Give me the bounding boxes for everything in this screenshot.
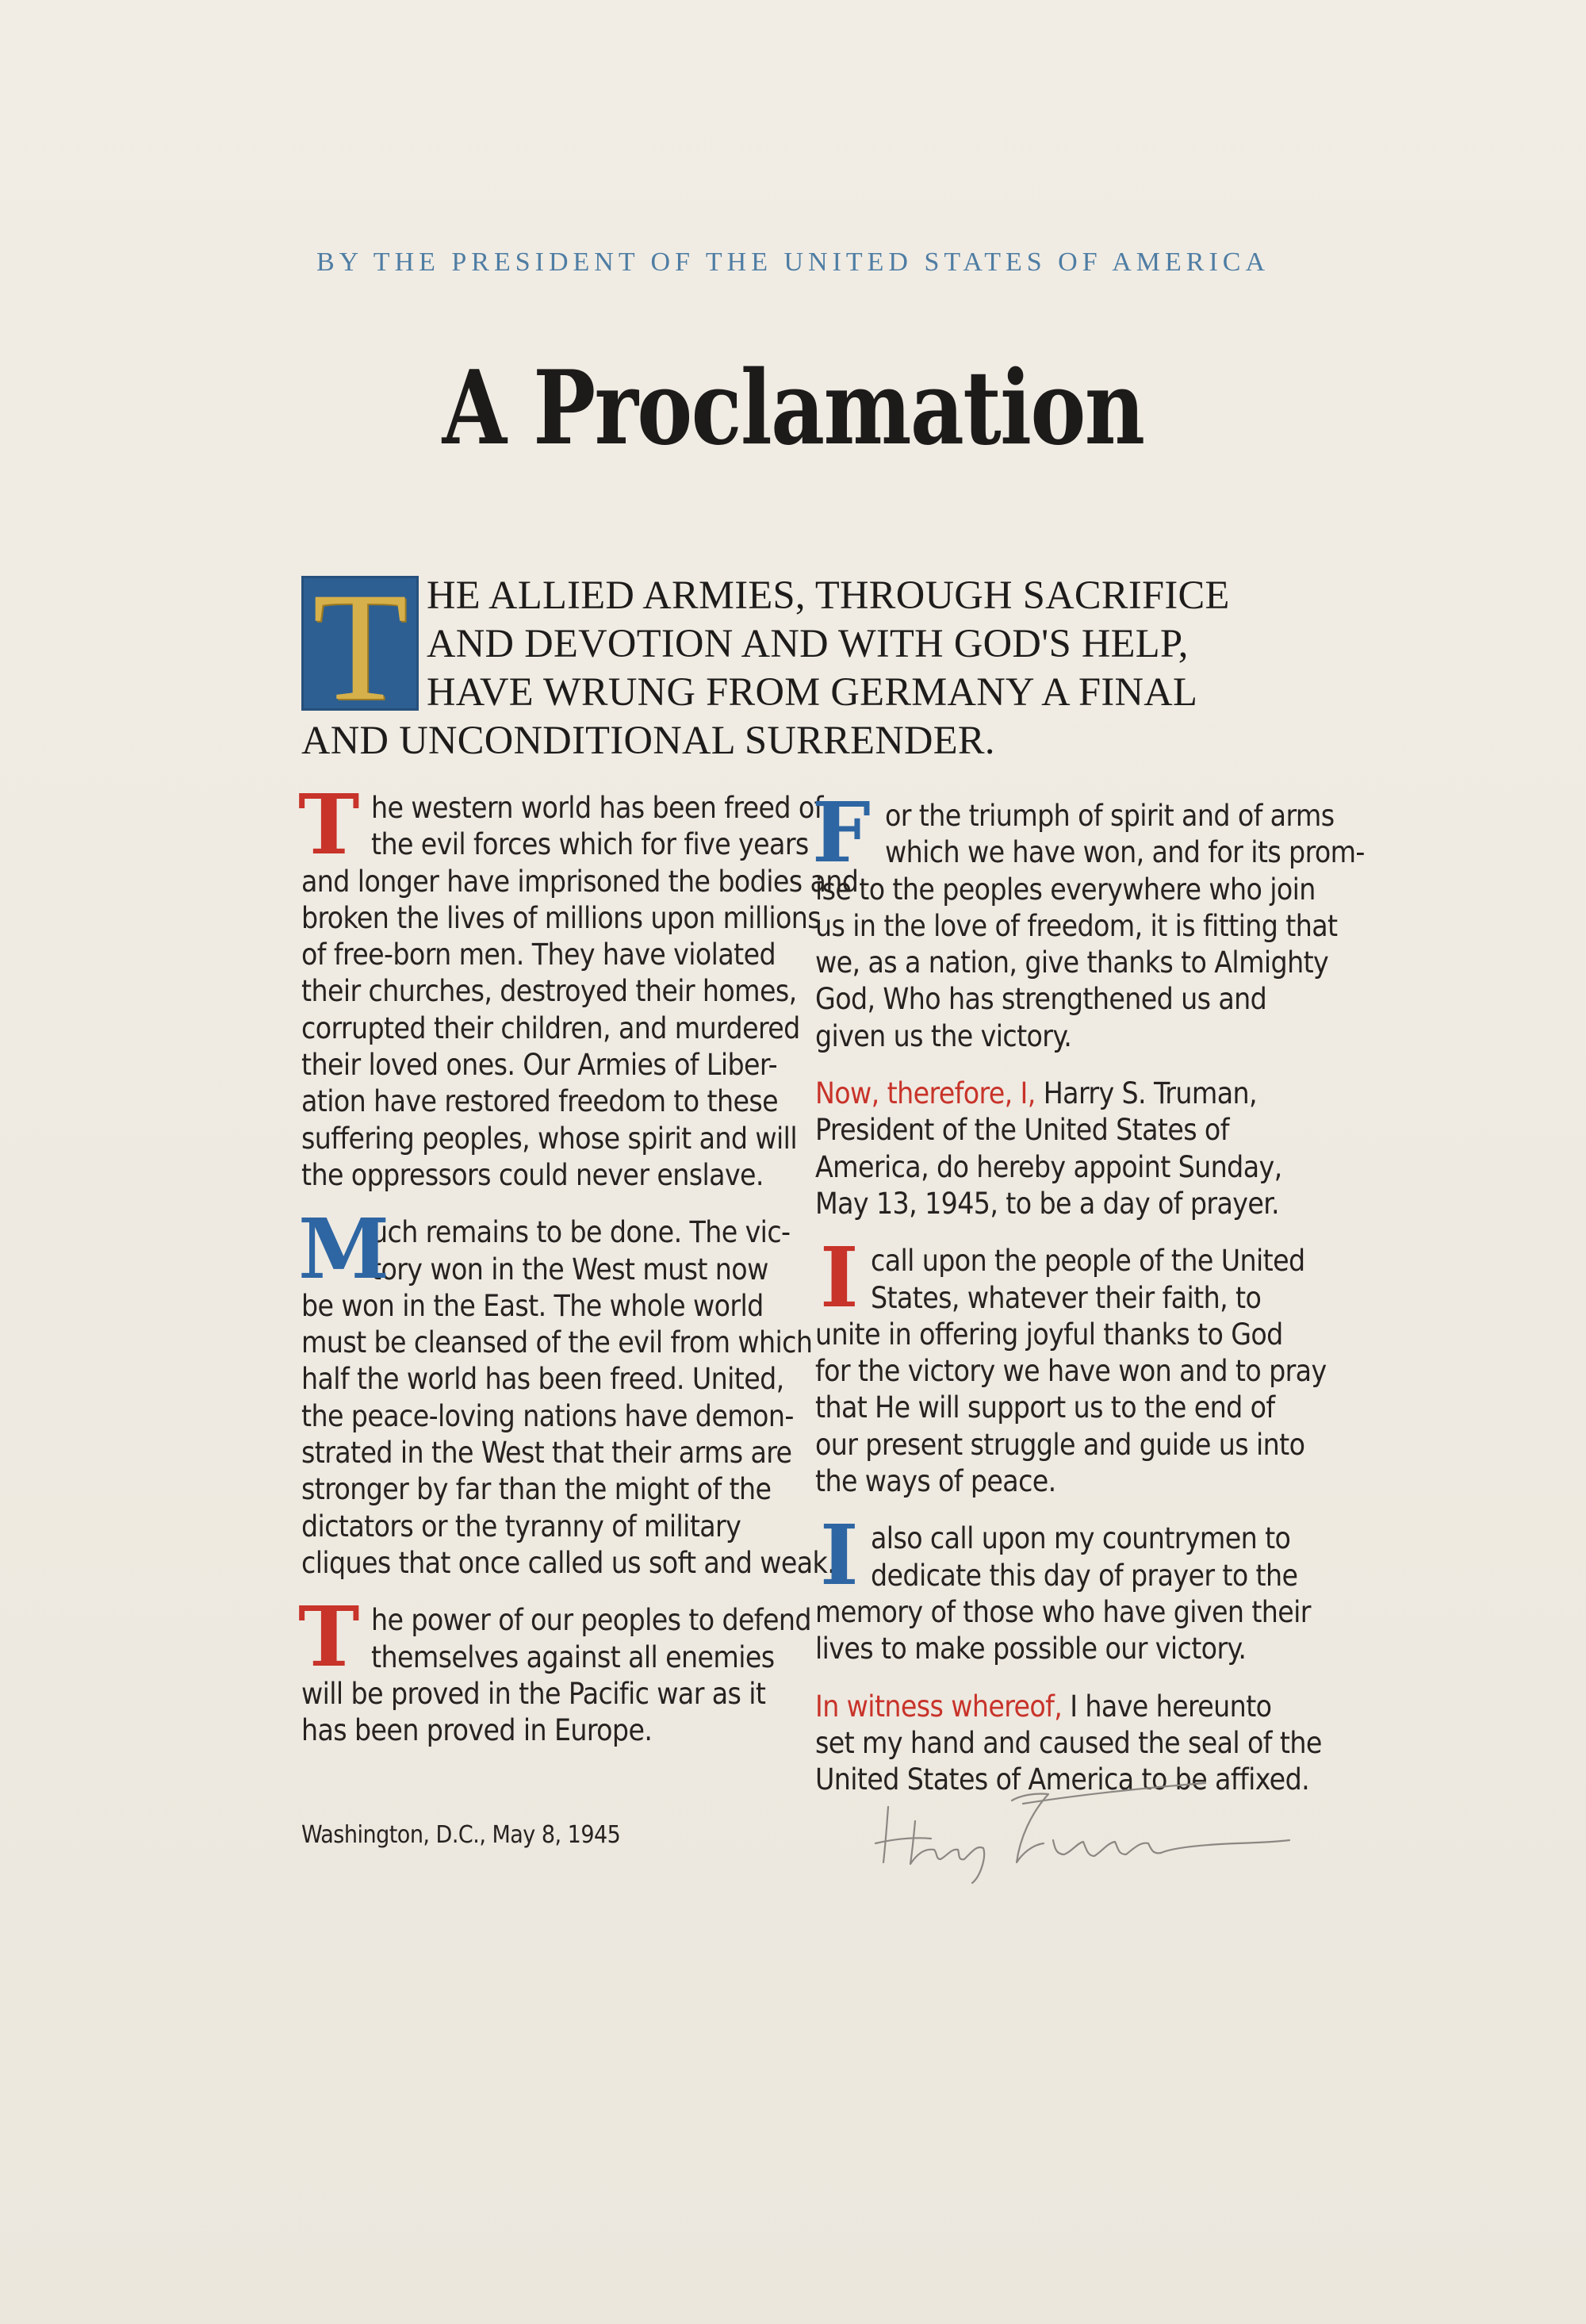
text-line: corrupted their children, and murdered: [301, 1011, 800, 1045]
text-line: which we have won, and for its prom-: [885, 835, 1365, 870]
text-line: call upon the people of the United: [871, 1244, 1305, 1279]
paragraph-i-also-call: [815, 1506, 1311, 1667]
text-line: God, Who has strengthened us and: [815, 982, 1267, 1017]
text-line: President of the United States of: [815, 1113, 1229, 1148]
red-lead-in: In witness whereof,: [815, 1689, 1063, 1724]
text-run: I have hereunto: [1062, 1689, 1272, 1724]
left-column: [298, 776, 859, 1749]
text-line: the ways of peace.: [815, 1464, 1056, 1499]
text-line: uch remains to be done. The vic-: [371, 1215, 791, 1250]
text-line: half the world has been freed. United,: [301, 1362, 784, 1397]
text-run: Harry S. Truman,: [1035, 1076, 1257, 1111]
text-line: themselves against all enemies: [371, 1639, 775, 1674]
text-line: the peace-loving nations have demon-: [301, 1398, 794, 1433]
text-line: suffering peoples, whose spirit and will: [301, 1121, 797, 1156]
text-line: ise to the peoples everywhere who join: [815, 872, 1316, 907]
text-line: dedicate this day of prayer to the: [871, 1558, 1298, 1593]
text-line: of free-born men. They have violated: [301, 938, 776, 972]
paragraph-now-therefore: [815, 1076, 1286, 1222]
paragraph-much-remains: [298, 1200, 836, 1582]
byline: BY THE PRESIDENT OF THE UNITED STATES OF AMERICA: [316, 247, 1270, 277]
drop-cap: T: [298, 1588, 359, 1686]
drop-cap: I: [820, 1229, 859, 1327]
dateline: Washington, D.C., May 8, 1945: [301, 1821, 621, 1849]
text-line: cliques that once called us soft and weak.: [301, 1545, 836, 1580]
signature-image: [864, 1766, 1293, 1885]
text-line: [815, 1689, 1286, 1725]
text-line: dictators or the tyranny of military: [301, 1509, 741, 1544]
text-line: their churches, destroyed their homes,: [301, 974, 797, 1009]
drop-cap: I: [820, 1506, 859, 1605]
text-line: States, whatever their faith, to: [871, 1280, 1262, 1315]
text-line: or the triumph of spirit and of arms: [885, 799, 1335, 833]
text-line: tory won in the West must now: [371, 1252, 768, 1287]
drop-cap: M: [298, 1200, 389, 1298]
text-line: he western world has been freed of: [371, 791, 823, 825]
text-line: that He will support us to the end of: [815, 1390, 1275, 1425]
text-line: the oppressors could never enslave.: [301, 1157, 764, 1192]
page-title: A Proclamation: [442, 349, 1144, 468]
text-line: unite in offering joyful thanks to God: [815, 1317, 1283, 1352]
text-line: May 13, 1945, to be a day of prayer.: [815, 1186, 1279, 1221]
text-line: lives to make possible our victory.: [815, 1632, 1247, 1666]
lead-line: AND UNCONDITIONAL SURRENDER.: [301, 718, 995, 762]
red-lead-in: Now, therefore, I,: [815, 1076, 1036, 1111]
text-line: and longer have imprisoned the bodies and: [301, 864, 859, 899]
lead-paragraph: [301, 561, 1277, 765]
text-line: will be proved in the Pacific war as it: [301, 1676, 766, 1711]
text-line: strated in the West that their arms are: [301, 1436, 792, 1471]
text-line: America, do hereby appoint Sunday,: [815, 1149, 1282, 1184]
paragraph-western-world: [298, 776, 859, 1194]
text-line: for the victory we have won and to pray: [815, 1354, 1327, 1389]
text-line: our present struggle and guide us into: [815, 1427, 1305, 1462]
text-line: the evil forces which for five years: [371, 827, 809, 862]
text-line: be won in the East. The whole world: [301, 1288, 764, 1323]
paragraph-power-of-peoples: [298, 1588, 811, 1749]
text-line: given us the victory.: [815, 1018, 1072, 1053]
text-line: also call upon my countrymen to: [871, 1521, 1291, 1556]
paragraph-triumph-of-spirit: [812, 784, 1365, 1055]
lead-line: HAVE WRUNG FROM GERMANY A FINAL: [427, 669, 1198, 714]
illuminated-initial-letter: T: [312, 561, 408, 733]
paragraph-i-call-upon: [815, 1229, 1327, 1500]
text-line: he power of our peoples to defend: [371, 1603, 811, 1638]
text-line: must be cleansed of the evil from which: [301, 1325, 813, 1360]
text-line: stronger by far than the might of the: [301, 1472, 772, 1507]
text-line: us in the love of freedom, it is fitting that: [815, 908, 1338, 943]
text-line: their loved ones. Our Armies of Liber-: [301, 1048, 778, 1083]
text-line: [815, 1076, 1286, 1112]
drop-cap: T: [298, 776, 359, 873]
text-line: memory of those who have given their: [815, 1594, 1311, 1629]
text-line: set my hand and caused the seal of the: [815, 1725, 1322, 1760]
lead-line: HE ALLIED ARMIES, THROUGH SACRIFICE: [427, 573, 1230, 617]
text-line: we, as a nation, give thanks to Almighty: [815, 945, 1329, 980]
text-line: ation have restored freedom to these: [301, 1084, 779, 1119]
text-line: has been proved in Europe.: [301, 1713, 653, 1748]
text-line: United States of America to be affixed.: [815, 1762, 1310, 1797]
right-column: [812, 784, 1365, 1798]
text-line: broken the lives of millions upon millions: [301, 900, 822, 935]
lead-line: AND DEVOTION AND WITH GOD'S HELP,: [427, 621, 1189, 665]
drop-cap: F: [812, 784, 871, 881]
